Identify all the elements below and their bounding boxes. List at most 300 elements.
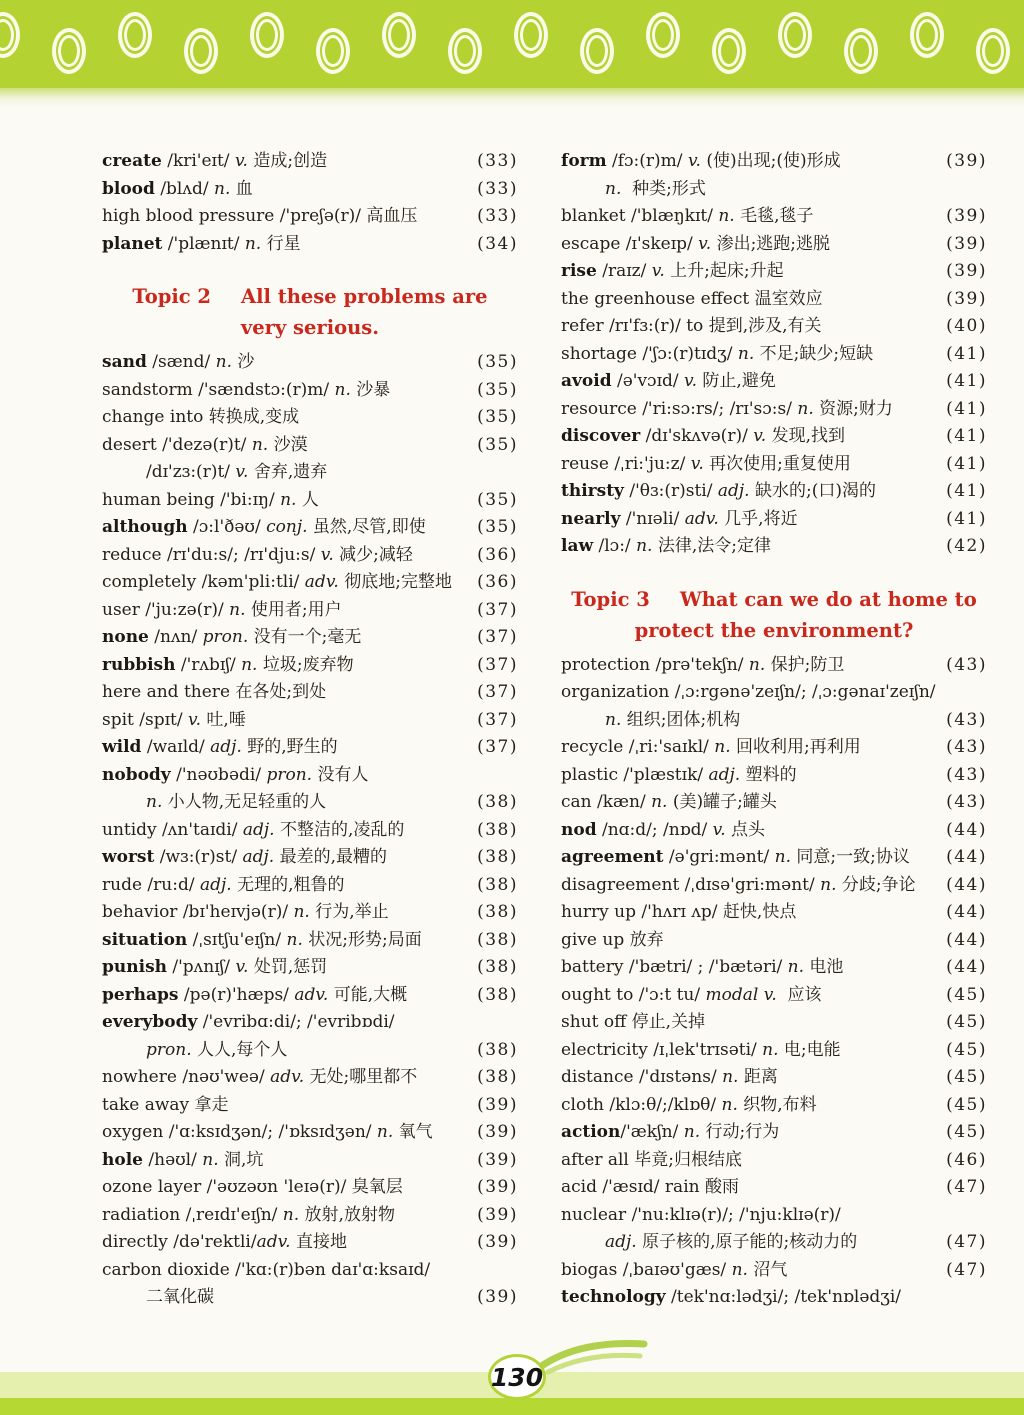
pos-tag: v. [753,426,767,446]
page-ref: (39) [477,1204,518,1225]
entry-text: /ə'gri:mənt/ [663,847,775,867]
entry-text: 直接地 [290,1232,347,1252]
pos-tag: n. [762,1039,779,1060]
entry-text: 发现,找到 [766,426,846,446]
vocab-line [102,203,518,231]
entry-text: plastic /'plæstɪk/ [561,764,709,785]
vocab-line [561,341,987,369]
entry-text: 织物,布料 [737,1094,817,1115]
entry-text: /tek'nɑ:lədʒi/; /tek'nɒlədʒi/ [665,1287,902,1307]
vocab-entry-text [561,313,822,341]
vocab-entry-text [102,707,246,735]
pos-tag: adj. [242,819,275,840]
topic-label: Topic 2 [132,285,211,308]
pos-tag: pron. [266,764,313,785]
vocab-line [102,1092,518,1120]
pos-tag: n. [251,434,269,455]
entry-text: 处罚,惩罚 [248,957,328,977]
entry-text: 造成;创造 [247,151,328,171]
vocab-line [102,707,518,735]
headword: create [102,151,162,171]
ring-ornament-icon [514,12,548,58]
ring-ornament-icon [580,28,614,74]
pos-tag: n. [282,1204,300,1225]
ring-ornament-icon [910,12,944,58]
page-ref: (41) [946,453,987,474]
vocab-entry-text [102,652,354,680]
pos-tag: adj. [717,481,750,501]
vocab-entry-text [102,148,327,176]
ring-ornament-icon [0,12,20,58]
vocab-line [561,899,987,927]
page-ref: (39) [477,1094,518,1115]
page-ref: (36) [477,544,518,565]
headword: worst [102,847,155,867]
vocab-line [102,1174,518,1202]
vocab-line [561,679,987,707]
page-ref: (33) [477,151,518,171]
page-ref: (47) [946,1177,987,1197]
headword: thirsty [561,481,624,501]
headword: hole [102,1149,143,1170]
page-ref: (43) [946,737,987,757]
vocab-line [102,1284,518,1312]
entry-text: behavior /bɪ'heɪvjə(r)/ [102,902,294,922]
entry-text: /wɜ:(r)st/ [154,847,243,867]
vocab-line [102,872,518,900]
vocab-entry-text [102,487,319,515]
vocab-line [561,313,987,341]
vocab-line [561,734,987,762]
entry-text: shortage /'ʃɔ:(r)tɪdʒ/ [561,343,738,364]
page-ref: (38) [477,847,518,867]
vocab-entry-text [561,286,823,314]
pos-tag: n. [376,1122,394,1142]
vocab-line [561,1202,987,1230]
vocab-line [561,231,987,259]
vocab-entry-text [146,459,327,487]
entry-text: 氧气 [393,1122,433,1142]
page-ref: (45) [946,1012,987,1032]
page-ref: (39) [946,206,987,226]
pos-tag: conj. [266,517,308,537]
entry-text: blanket /'blæŋkɪt/ [561,206,719,226]
entry-text: 沙 [232,352,255,372]
pos-tag: n. [244,233,262,254]
page-ref: (38) [477,819,518,840]
entry-text: /'nɪəli/ [620,508,685,529]
entry-text: disagreement /ˌdɪsə'gri:mənt/ [561,874,821,895]
entry-text: 血 [230,178,253,199]
topic-title: All these problems are [240,285,488,308]
page-ref: (37) [477,654,518,675]
pos-tag: n. [722,1067,739,1087]
vocab-entry-text [561,1147,742,1175]
entry-text: 法律,法令;定律 [652,536,771,556]
page-ref: (38) [477,929,518,950]
headword: action [561,1122,621,1142]
vocab-line [561,286,987,314]
pos-tag: n. [820,874,837,895]
entry-text: /'pʌnɪʃ/ [167,957,236,977]
pos-tag: n. [215,352,232,372]
vocab-line [102,404,518,432]
vocab-line [102,1257,518,1285]
page-number: 130 [488,1354,546,1400]
vocab-line [561,148,987,176]
vocab-line [561,1147,987,1175]
page-ref: (38) [477,984,518,1005]
entry-text: /blʌd/ [154,178,214,199]
entry-text: shut off 停止,关掉 [561,1012,705,1032]
entry-text: carbon dioxide /'kɑ:(r)bən daɪ'ɑ:ksaɪd/ [102,1259,431,1280]
pos-tag: n. [797,398,814,419]
entry-text: 彻底地;完整地 [338,572,452,592]
entry-text: recycle /ˌri:'saɪkl/ [561,737,715,757]
vocab-line [561,872,987,900]
vocab-entry-text [102,1174,403,1202]
vocab-line [561,1174,987,1202]
vocab-line [102,899,518,927]
vocab-entry-text [561,982,822,1010]
vocab-entry-text [102,1257,430,1285]
entry-text: 没有人 [312,764,369,785]
pos-tag: n. [286,929,303,950]
entry-text: 行为,举止 [309,902,389,922]
right-column [561,148,987,1312]
entry-text: take away 拿走 [102,1094,229,1115]
headword: none [102,627,149,647]
pos-tag: pron. [202,627,249,647]
entry-text: electricity /ɪˌlek'trɪsəti/ [561,1039,763,1060]
entry-text: ought to /'ɔ:t tu/ [561,984,706,1005]
headword: agreement [561,847,664,867]
headword: form [561,151,607,171]
pos-tag: n. [229,599,246,620]
entry-text: 原子核的,原子能的;核动力的 [636,1232,858,1252]
entry-text: refer /rɪ'fɜ:(r)/ to 提到,涉及,有关 [561,316,822,336]
pos-tag: v. [651,261,665,281]
vocab-entry-text [561,679,936,707]
entry-text: 再次使用;重复使用 [703,453,851,474]
swoosh-icon [530,1336,650,1376]
vocab-line [102,1037,518,1065]
vocab-entry-text [561,1202,841,1230]
headword: law [561,536,594,556]
vocab-entry-text [561,1009,705,1037]
vocab-entry-text [102,597,342,625]
pos-tag: adv. [270,1067,305,1087]
entry-text: completely /kəm'pli:tli/ [102,572,305,592]
page-ref: (45) [946,1122,987,1142]
page-ref: (41) [946,398,987,419]
pos-tag: adv. [256,1232,291,1252]
vocab-entry-text [102,176,253,204]
pos-tag: n. [636,536,653,556]
entry-text: 缺水的;(口)渴的 [749,481,876,501]
page-ref: (41) [946,481,987,501]
vocab-entry-text [102,542,413,570]
page-ref: (43) [946,764,987,785]
vocab-line [561,982,987,1010]
page-ref: (39) [946,288,987,309]
vocab-entry-text [561,148,841,176]
vocab-line [102,148,518,176]
pos-tag: n. [605,709,622,730]
page-ref: (39) [477,1232,518,1252]
vocab-line [102,927,518,955]
pos-tag: adv. [304,572,339,592]
page-ref: (45) [946,1067,987,1087]
vocab-entry-text [561,231,830,259]
header-band [0,0,1024,88]
pos-tag: n. [214,178,231,199]
entry-text: 放射,放射物 [299,1204,395,1225]
page-ref: (44) [946,902,987,922]
vocab-entry-text [561,478,876,506]
pos-tag: n. [280,489,297,510]
headword: situation [102,929,188,950]
entry-text: directly /də'rektli/ [102,1232,257,1252]
vocab-line [561,789,987,817]
entry-text: 保护;防卫 [765,654,845,675]
vocab-line [561,817,987,845]
entry-text: /'evribɑ:di/; /'evribɒdi/ [197,1012,395,1032]
entry-text: distance /'dɪstəns/ [561,1067,723,1087]
vocab-entry-text [561,1257,787,1285]
vocab-entry-text [102,203,417,231]
vocab-line [561,176,987,204]
entry-text: /ˌsɪtʃu'eɪʃn/ [187,929,287,950]
entry-text: desert /'dezə(r)t/ [102,434,252,455]
pos-tag: n. [241,654,258,675]
vocab-line [102,459,518,487]
entry-text: /ə'vɔɪd/ [611,371,685,391]
vocab-entry-text [102,927,422,955]
page-ref: (37) [477,709,518,730]
vocab-line [102,1229,518,1257]
page-ref: (38) [477,1039,518,1060]
vocab-line [102,514,518,542]
entry-text: /pə(r)'hæps/ [178,984,295,1005]
entry-text: 小人物,无足轻重的人 [162,792,327,812]
page-ref: (39) [477,1149,518,1170]
pos-tag: adj. [708,764,741,785]
entry-text: organization /ˌɔ:rgənə'zeɪʃn/; /ˌɔ:gənaɪ'zeɪʃn/ [561,682,936,702]
vocab-entry-text [561,872,916,900]
headword: rise [561,261,597,281]
ring-ornament-icon [778,12,812,58]
entry-text: 点头 [725,819,766,840]
vocab-line [102,1064,518,1092]
page-ref: (44) [946,847,987,867]
vocab-entry-text [102,817,404,845]
vocab-entry-text [605,1229,857,1257]
ring-ornament-icon [250,12,284,58]
entry-text: 无处;哪里都不 [304,1067,418,1087]
entry-text: untidy /ʌn'taɪdi/ [102,819,243,840]
vocab-line [561,1229,987,1257]
entry-text: (美)罐子;罐头 [667,792,777,812]
entry-text: change into 转换成,变成 [102,407,300,427]
vocab-entry-text [102,569,452,597]
ring-ornament-icon [316,28,350,74]
entry-text: reuse /ˌri:'ju:z/ [561,453,691,474]
headword: although [102,517,188,537]
vocab-entry-text [561,899,796,927]
page-ref: (47) [946,1259,987,1280]
entry-text: 最差的,最糟的 [274,847,388,867]
pos-tag: adv. [684,508,719,529]
pos-tag: v. [320,544,334,565]
ring-ornament-icon [712,28,746,74]
entry-text: /dɪ'zɜ:(r)t/ [146,462,236,482]
pos-tag: n. [787,957,805,977]
page-ref: (35) [477,379,518,400]
entry-text: 沙漠 [268,434,308,455]
page-ref: (35) [477,407,518,427]
entry-text: 无理的,粗鲁的 [231,874,345,895]
entry-text: escape /ɪ'skeɪp/ [561,233,699,254]
vocab-entry-text [102,1009,395,1037]
page-ref: (35) [477,434,518,455]
page-ref: (38) [477,957,518,977]
vocab-line [561,1037,987,1065]
entry-text: 上升;起床;升起 [664,261,784,281]
page-ref: (37) [477,599,518,620]
headword: rubbish [102,654,176,675]
pos-tag: n. [731,1259,748,1280]
page-number-badge [478,1344,658,1404]
vocab-line [102,817,518,845]
page-ref: (43) [946,654,987,675]
entry-text: hurry up /'hʌrɪ ʌp/ 赶快,快点 [561,902,797,922]
page-ref: (33) [477,178,518,199]
entry-text: spit /spɪt/ [102,709,189,730]
entry-text: 舍弃,遗弃 [248,462,328,482]
entry-text: /raɪz/ [596,261,652,281]
pos-tag: adj. [242,847,275,867]
page-ref: (34) [477,233,518,254]
entry-text: protection /prə'tekʃn/ [561,654,749,675]
pos-tag: modal v. [705,984,777,1005]
vocab-line [102,762,518,790]
vocab-entry-text [561,954,843,982]
vocab-entry-text [102,624,361,652]
spacer [561,561,987,584]
entry-text: /həʊl/ [142,1149,203,1170]
vocab-line [561,1064,987,1092]
page-ref: (33) [477,206,518,226]
entry-text: 没有一个;毫无 [248,627,362,647]
vocab-entry-text [561,734,861,762]
vocab-line [561,762,987,790]
vocab-entry-text [102,349,254,377]
page-ref: (39) [946,233,987,254]
vocab-entry-text [605,176,706,204]
topic-heading-line [561,615,987,646]
entry-text: /'plænɪt/ [162,233,245,254]
pos-tag: v. [684,371,698,391]
vocab-entry-text [561,817,765,845]
entry-text: cloth /klɔ:θ/;/klɒθ/ [561,1094,722,1115]
vocab-line [561,478,987,506]
entry-text: /dɪ'skʌvə(r)/ [640,426,754,446]
vocab-line [102,1119,518,1147]
page-ref: (43) [946,709,987,730]
left-column [102,148,518,1312]
spacer [102,258,518,281]
vocab-entry-text [561,396,893,424]
vocab-line [561,1009,987,1037]
page-ref: (39) [946,151,987,171]
vocab-entry-text [102,1092,229,1120]
vocab-entry-text [102,679,326,707]
vocab-entry-text [102,762,368,790]
entry-text: 种类;形式 [621,178,706,199]
page-ref: (38) [477,792,518,812]
pos-tag: n. [146,792,163,812]
entry-text: 沼气 [747,1259,788,1280]
pos-tag: n. [683,1122,701,1142]
entry-text: 资源;财力 [813,398,893,419]
entry-text: /ɔ:l'ðəʊ/ [187,517,267,537]
headword: punish [102,957,167,977]
vocab-line [102,679,518,707]
entry-text: nowhere /nəʊ'weə/ [102,1067,271,1087]
page-ref: (39) [946,261,987,281]
entry-text: 电池 [804,957,844,977]
entry-text: give up 放弃 [561,929,664,950]
pos-tag: adv. [294,984,329,1005]
vocab-entry-text [146,789,326,817]
entry-text: rude /ru:d/ [102,874,200,895]
vocab-line [561,423,987,451]
vocab-line [102,1147,518,1175]
topic-heading-line [561,584,987,615]
ring-ornament-icon [646,12,680,58]
pos-tag: adj. [605,1232,637,1252]
vocab-line [102,652,518,680]
page-ref: (41) [946,508,987,529]
vocab-line [102,176,518,204]
page-ref: (37) [477,682,518,702]
vocab-entry-text [561,423,845,451]
entry-text: 应该 [776,984,822,1005]
vocab-entry-text [561,258,784,286]
topic-heading-line [102,312,518,343]
vocab-entry-text [561,652,844,680]
pos-tag: n. [334,379,351,400]
vocab-entry-text [102,954,327,982]
topic-title: very serious. [240,316,380,339]
page-ref: (37) [477,627,518,647]
pos-tag: n. [748,654,766,675]
vocab-line [102,844,518,872]
vocab-entry-text [146,1284,214,1312]
entry-text: 野的,野生的 [241,737,338,757]
entry-text: /lɔ:/ [593,536,637,556]
page-ref: (35) [477,352,518,372]
ring-ornament-icon [52,28,86,74]
vocab-entry-text [561,506,798,534]
page-ref: (39) [477,1177,518,1197]
headword: discover [561,426,641,446]
vocab-entry-text [102,734,338,762]
page-ref: (35) [477,517,518,537]
entry-text: 组织;团体;机构 [621,709,741,730]
entry-text: 行动;行为 [700,1122,780,1142]
